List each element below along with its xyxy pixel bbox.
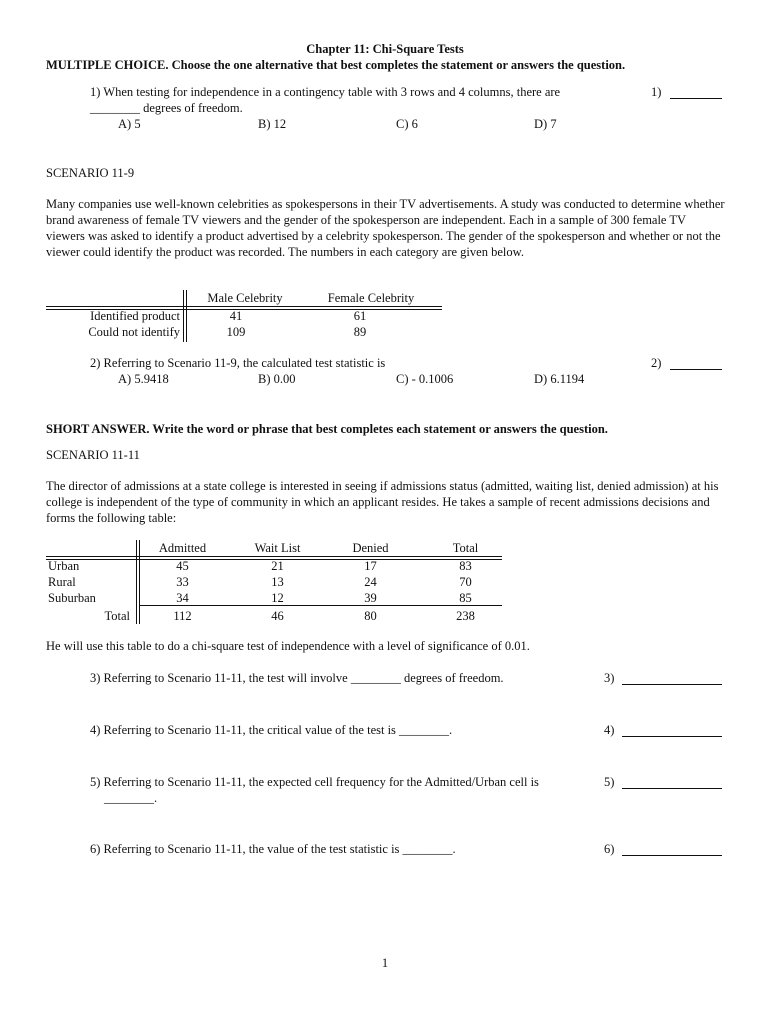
table9-cell: 41 <box>229 309 243 323</box>
table11-cell: 24 <box>364 575 377 589</box>
scenario-11-paragraph: The director of admissions at a state college is interested in seeing if admissions status (admitted, waiting list, denied admission) at his college is independent of the type of community in which an applicant resides. He takes a sample of recent admissions decisions and forms the following table: <box>46 479 719 525</box>
table9-vline-b <box>186 290 187 342</box>
q2-option-b: B) 0.00 <box>258 372 296 386</box>
table11-cell: 85 <box>459 591 472 605</box>
table11-total-cell: 46 <box>271 609 284 623</box>
table11-cell: 21 <box>271 559 284 573</box>
table9-row-label: Identified product <box>90 309 180 323</box>
table11-total-cell: 80 <box>364 609 377 623</box>
table11-total-label: Total <box>104 609 130 623</box>
q1-option-c: C) 6 <box>396 117 418 131</box>
page-number: 1 <box>381 956 389 970</box>
table11-header: Wait List <box>254 541 301 555</box>
table11-cell: 39 <box>364 591 377 605</box>
q1-option-d: D) 7 <box>534 117 557 131</box>
table11-cell: 83 <box>459 559 472 573</box>
q2-option-d: D) 6.1194 <box>534 372 585 386</box>
q2-option-c: C) - 0.1006 <box>396 372 454 386</box>
answer-blank-3[interactable] <box>622 673 722 685</box>
question-2-number: 2) <box>651 356 662 370</box>
table11-row-label: Urban <box>48 559 80 573</box>
q1-option-b: B) 12 <box>258 117 287 131</box>
table9-vline-a <box>183 290 184 342</box>
answer-blank-5[interactable] <box>622 777 722 789</box>
table11-header: Admitted <box>158 541 207 555</box>
question-5-number: 5) <box>604 775 615 789</box>
question-4-text: 4) Referring to Scenario 11-11, the critical value of the test is ________. <box>90 723 453 737</box>
mc-instructions: MULTIPLE CHOICE. Choose the one alternative that best completes the statement or answers the question. <box>46 58 626 72</box>
scenario-9-paragraph: Many companies use well-known celebrities as spokespersons in their TV advertisements. A study was conducted to determine whether brand awareness of female TV viewers and the gender of the spokesperson are independent. Each in a sample of 300 female TV viewers was asked to identify a product advertised by a celebrity spokesperson. The gender of the spokesperson and whether or not the viewer could identify the product was recorded. The numbers in each category are given below. <box>46 197 725 259</box>
question-3-number: 3) <box>604 671 615 685</box>
table11-total-cell: 238 <box>456 609 475 623</box>
table11-cell: 17 <box>364 559 377 573</box>
table9-hline-a <box>46 306 442 307</box>
table11-cell: 34 <box>176 591 189 605</box>
question-3-text: 3) Referring to Scenario 11-11, the test will involve ________ degrees of freedom. <box>90 671 504 685</box>
table11-total-cell: 112 <box>173 609 192 623</box>
table11-header: Denied <box>352 541 389 555</box>
question-1-text: 1) When testing for independence in a contingency table with 3 rows and 4 columns, there are <box>90 85 561 99</box>
table11-row-label: Suburban <box>48 591 96 605</box>
scenario-9-title: SCENARIO 11-9 <box>46 166 135 180</box>
table9-cell: 61 <box>353 309 367 323</box>
answer-blank-4[interactable] <box>622 725 722 737</box>
question-6-number: 6) <box>604 842 615 856</box>
page-title: Chapter 11: Chi-Square Tests <box>306 42 464 56</box>
question-4-number: 4) <box>604 723 615 737</box>
scenario-11-followup: He will use this table to do a chi-square test of independence with a level of significance of 0.01. <box>46 639 530 653</box>
short-answer-instructions: SHORT ANSWER. Write the word or phrase that best completes each statement or answers the question. <box>46 422 608 436</box>
answer-blank-1[interactable] <box>670 87 722 99</box>
table9-row-label: Could not identify <box>88 325 180 339</box>
table11-hline-a <box>46 556 502 557</box>
question-1-text-cont: ________ degrees of freedom. <box>90 101 243 115</box>
q2-option-a: A) 5.9418 <box>118 372 169 386</box>
question-2-text: 2) Referring to Scenario 11-9, the calculated test statistic is <box>90 356 386 370</box>
table11-vline-a <box>136 540 137 624</box>
table11-header: Total <box>452 541 479 555</box>
table11-row-label: Rural <box>48 575 76 589</box>
answer-blank-2[interactable] <box>670 358 722 370</box>
question-5-text-cont: ________. <box>104 791 158 805</box>
table11-cell: 45 <box>176 559 189 573</box>
question-5-text: 5) Referring to Scenario 11-11, the expected cell frequency for the Admitted/Urban cell is <box>90 775 539 789</box>
table9-cell: 109 <box>226 325 246 339</box>
scenario-11-title: SCENARIO 11-11 <box>46 448 140 462</box>
table11-cell: 70 <box>459 575 472 589</box>
table11-cell: 33 <box>176 575 189 589</box>
answer-blank-6[interactable] <box>622 844 722 856</box>
question-6-text: 6) Referring to Scenario 11-11, the value of the test statistic is ________. <box>90 842 456 856</box>
table11-vline-b <box>139 540 140 624</box>
question-1-number: 1) <box>651 85 662 99</box>
table9-header-male: Male Celebrity <box>207 291 283 305</box>
q1-option-a: A) 5 <box>118 117 141 131</box>
table11-cell: 12 <box>271 591 284 605</box>
table9-header-female: Female Celebrity <box>327 291 415 305</box>
table11-cell: 13 <box>271 575 284 589</box>
table9-cell: 89 <box>353 325 367 339</box>
